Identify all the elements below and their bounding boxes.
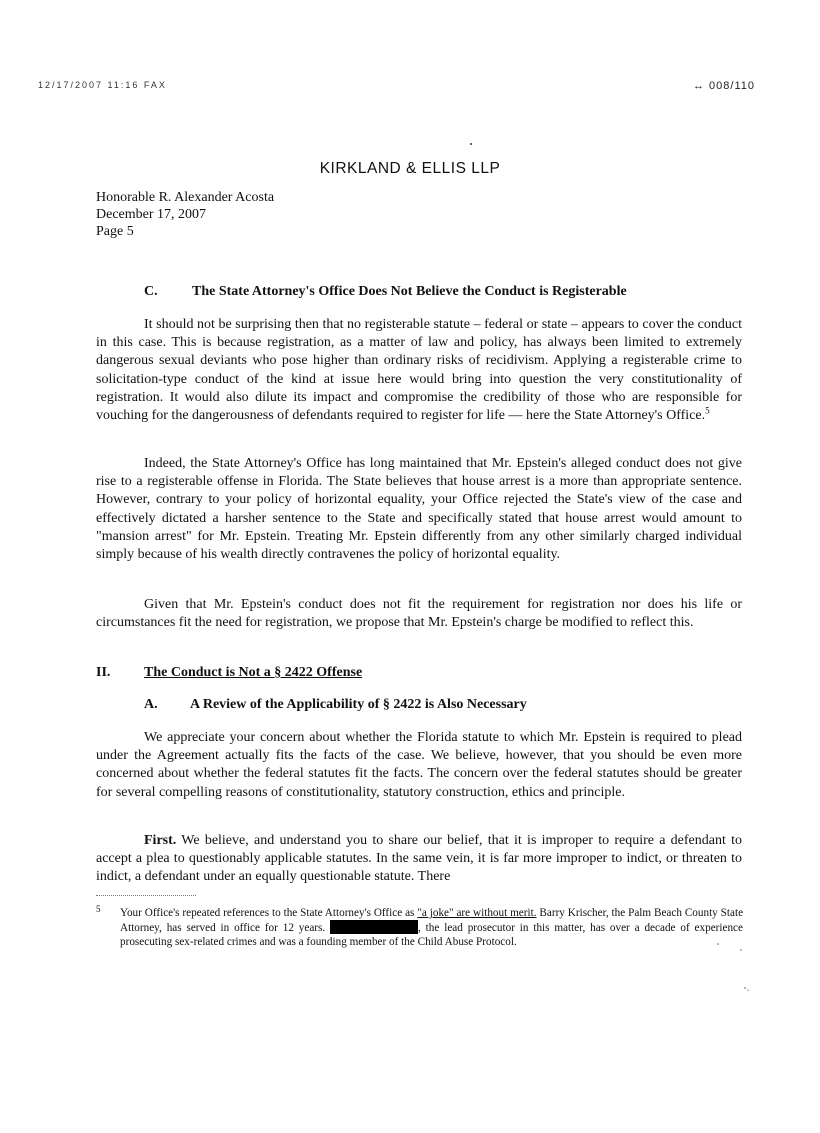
paragraph-state-view-text: Indeed, the State Attorney's Office has long maintained that Mr. Epstein's alleged conduct does not give rise to a registerable offense in Florida. The State believes that house arrest is a more than appropriate sentence. However, contrary to your policy of horizontal equality, your Office rejected the State's view of the case and effectively dictated a harsher sentence to the State and specifically stated that house arrest would amount to "mansion arrest" for Mr. Epstein. Treating Mr. Epstein differently from any other similarly charged individual simply because of his wealth directly contravenes the policy of horizontal equality. xyxy=(96,456,742,563)
footnote-text-a: Your Office's repeated references to the State Attorney's Office as xyxy=(120,907,415,919)
redaction-box xyxy=(330,920,418,934)
footnote-separator xyxy=(96,895,196,896)
section-ii-title: The Conduct is Not a § 2422 Offense xyxy=(144,665,363,680)
paragraph-concern-text: We appreciate your concern about whether the Florida statute to which Mr. Epstein is required to plead under the Agreement actually fits the facts of the case. We believe, however, that you should be even more concerned about whether the federal statutes fit the facts. The concern over the federal statutes should be greater for several compelling reasons of constitutionality, statutory construction, ethics and principle. xyxy=(96,730,742,800)
section-ii-heading xyxy=(96,665,362,681)
section-a-heading xyxy=(144,697,527,713)
firm-letterhead: KIRKLAND & ELLIS LLP xyxy=(319,160,501,177)
footnote-mark: 5 xyxy=(96,904,101,914)
scan-noise-dot xyxy=(740,949,741,950)
section-c-heading xyxy=(144,284,627,300)
paragraph-state-view xyxy=(96,455,742,564)
footnote-text-c: , the lead prosecutor in this matter, has over a decade of experience prosecuting sex-related crimes and was a founding member of the Child Abuse Protocol. xyxy=(120,922,743,948)
footnote-text-b: Barry Krischer, the Palm Beach County State Attorney, has served in office for 12 years. xyxy=(120,907,744,934)
paragraph-first-text: We believe, and understand you to share our belief, that it is improper to require a defendant to accept a plea to questionably applicable statutes. In the same vein, it is far more improper to indict, or threaten to indict, a defendant under an equally questionable statute. There xyxy=(96,833,742,885)
section-c-title: The State Attorney's Office Does Not Believe the Conduct is Registerable xyxy=(192,284,627,299)
section-a-label: A. xyxy=(144,697,158,712)
scan-noise-dot xyxy=(717,943,719,945)
footnote-5 xyxy=(120,906,743,949)
footnote-underlined: "a joke" are without merit. xyxy=(417,907,537,919)
page-number: Page 5 xyxy=(96,224,134,239)
section-c-label: C. xyxy=(144,284,158,299)
scan-speck xyxy=(470,143,472,145)
letter-date: December 17, 2007 xyxy=(96,207,207,222)
address-block xyxy=(96,189,274,240)
paragraph-proposal-text: Given that Mr. Epstein's conduct does not fit the requirement for registration nor does his life or circumstances fit the need for registration, we propose that Mr. Epstein's charge be modified to reflect this. xyxy=(96,597,742,631)
paragraph-concern xyxy=(96,729,742,802)
paragraph-proposal xyxy=(96,596,742,632)
fax-header-right: ↔ 008/110 xyxy=(693,80,756,92)
section-a-title: A Review of the Applicability of § 2422 is Also Necessary xyxy=(190,697,527,712)
scan-noise-dot xyxy=(747,989,748,990)
paragraph-first xyxy=(96,832,742,887)
paragraph-first-lead: First. xyxy=(144,833,177,848)
fax-header-left: 12/17/2007 11:16 FAX xyxy=(38,80,167,90)
footnote-ref-5: 5 xyxy=(705,405,710,416)
section-ii-label: II. xyxy=(96,665,111,680)
paragraph-registration-text: It should not be surprising then that no registerable statute – federal or state – appears to cover the conduct in this case. This is because registration, as a matter of law and policy, has always been limited to extremely dangerous sexual deviants who pose higher than ordinary risks of recidivism. Applying a registerable crime to solicitation-type conduct of the kind at issue here would bring into question the very constitutionality of registration. It would also dilute its impact and compromise the credibility of those who are responsible for vouching for the dangerousness of defendants required to register for life — here the State Attorney's Office. xyxy=(96,317,742,424)
recipient-name: Honorable R. Alexander Acosta xyxy=(96,190,275,205)
paragraph-registration xyxy=(96,316,742,425)
scan-noise xyxy=(715,940,775,1000)
scan-noise-dot xyxy=(744,987,746,989)
